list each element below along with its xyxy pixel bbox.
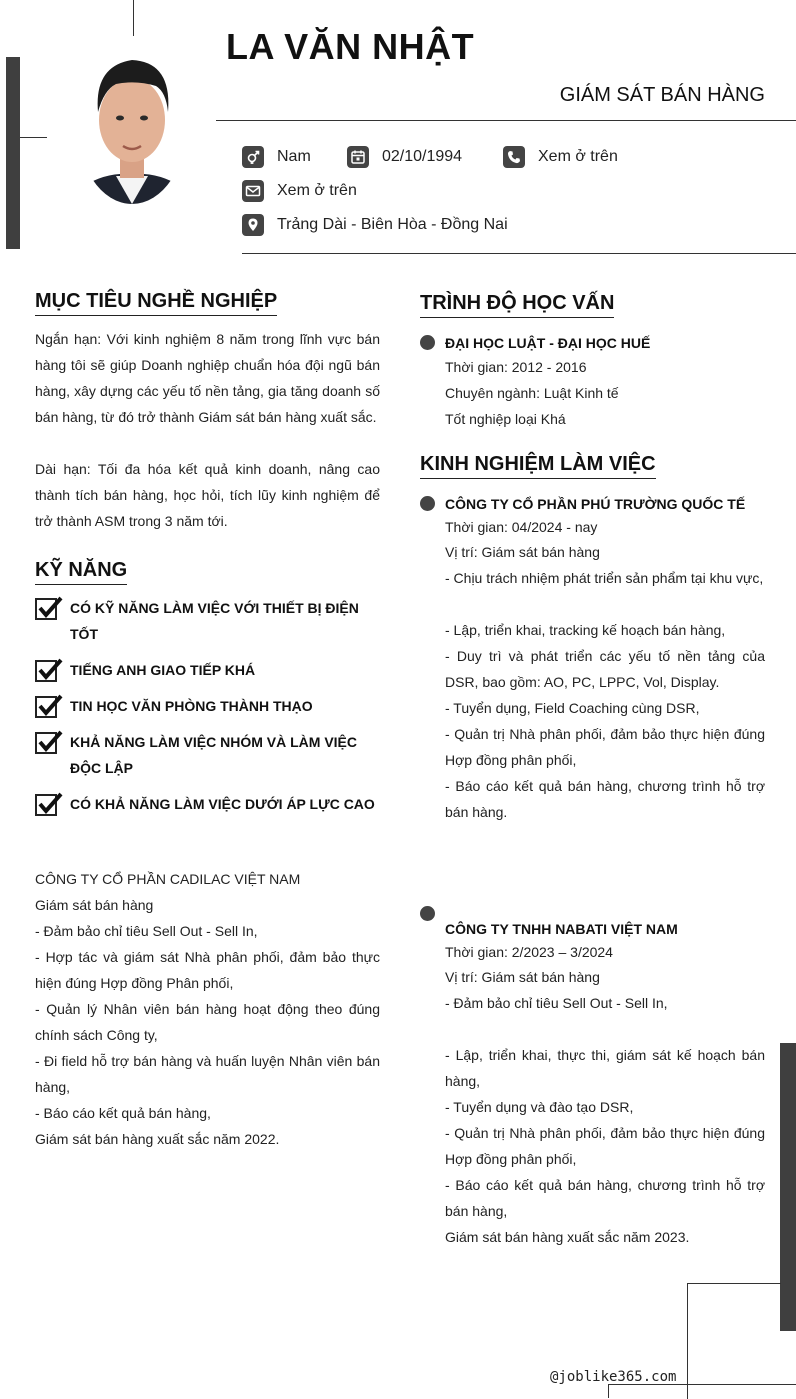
skill-label: TIẾNG ANH GIAO TIẾP KHÁ [70,662,256,678]
objective-long-term: Dài hạn: Tối đa hóa kết quả kinh doanh, nâng cao thành tích bán hàng, học hỏi, tích lũy kinh nghiệm để trở thành ASM trong 3 năm tới. [35,461,380,529]
job-position: Vị trí: Giám sát bán hàng [445,544,600,560]
objective-short-term: Ngắn hạn: Với kinh nghiệm 8 năm trong lĩnh vực bán hàng tôi sẽ giúp Doanh nghiệp chuẩn hóa đội ngũ bán hàng, xây dựng các yếu tố nền tảng, gia tăng doanh số bán hàng, từ đó trở thành Giám sát bán hàng xuất sắc. [35,331,380,425]
skill-item [35,657,380,683]
checkbox-check-icon [35,791,63,817]
phone-row [503,146,618,168]
study-time: Thời gian: 2012 - 2016 [445,359,587,375]
checkbox-check-icon [35,693,63,719]
email-value: Xem ở trên [277,182,357,199]
skill-item [35,595,380,647]
job-time: Thời gian: 04/2024 - nay [445,519,598,535]
duty-line: - Đảm bảo chỉ tiêu Sell Out - Sell In, [445,995,668,1011]
education-entry [445,332,765,432]
graduation-grade: Tốt nghiệp loại Khá [445,411,566,427]
skills-title: KỸ NĂNG [35,559,127,585]
duty-line: - Báo cáo kết quả bán hàng, [35,1105,211,1121]
top-vertical-line [133,0,134,36]
checkbox-check-icon [35,657,63,683]
bottom-right-frame [687,1283,781,1399]
job-position: Vị trí: Giám sát bán hàng [445,969,600,985]
skill-item [35,729,380,781]
header-divider-top [216,120,796,121]
duty-line: - Đảm bảo chỉ tiêu Sell Out - Sell In, [35,923,258,939]
avatar [76,36,188,204]
duty-line: - Tuyển dụng và đào tạo DSR, [445,1099,634,1115]
experience-title: KINH NGHIỆM LÀM VIỆC [420,453,656,479]
birthday-row [347,146,462,168]
duty-line: - Quản trị Nhà phân phối, đảm bảo thực hiện đúng Hợp đồng phân phối, [445,1125,765,1167]
company-name: CÔNG TY TNHH NABATI VIỆT NAM [445,921,678,937]
site-watermark: @joblike365.com [550,1369,677,1385]
job-title: GIÁM SÁT BÁN HÀNG [559,84,765,106]
bullet-dot [420,335,435,350]
header-divider-bottom [242,253,796,254]
email-icon [242,180,264,202]
duty-line: - Đi field hỗ trợ bán hàng và huấn luyện Nhân viên bán hàng, [35,1053,380,1095]
address-value: Trảng Dài - Biên Hòa - Đồng Nai [277,216,508,233]
duty-line: - Hợp tác và giám sát Nhà phân phối, đảm bảo thực hiện đúng Hợp đồng Phân phối, [35,949,380,991]
duty-line: - Báo cáo kết quả bán hàng, chương trình hỗ trợ bán hàng, [445,1177,765,1219]
award-line: Giám sát bán hàng xuất sắc năm 2022. [35,1131,280,1147]
skills-section [35,559,380,817]
left-horizontal-line [20,137,47,138]
skill-item [35,693,380,719]
job-entry-1 [445,493,765,825]
bottom-frame-vertical [608,1384,609,1398]
duty-line: - Quản trị Nhà phân phối, đảm bảo thực hiện đúng Hợp đồng phân phối, [445,726,765,768]
skill-item [35,791,380,817]
duty-line: - Tuyển dụng, Field Coaching cùng DSR, [445,700,700,716]
right-accent-bar [780,1043,796,1331]
duty-line: - Chịu trách nhiệm phát triển sản phẩm tại khu vực, [445,570,764,586]
duty-line: - Báo cáo kết quả bán hàng, chương trình hỗ trợ bán hàng. [445,778,765,820]
skill-label: CÓ KỸ NĂNG LÀM VIỆC VỚI THIẾT BỊ ĐIỆN TỐT [70,600,359,642]
experience-section [420,453,765,479]
company-name: CÔNG TY CỔ PHẦN PHÚ TRƯỜNG QUỐC TẾ [445,496,746,512]
school-name: ĐẠI HỌC LUẬT - ĐẠI HỌC HUẾ [445,335,651,351]
location-icon [242,214,264,236]
position: Giám sát bán hàng [35,897,154,913]
checkbox-check-icon [35,729,63,755]
education-section [420,292,765,318]
job-time: Thời gian: 2/2023 – 3/2024 [445,944,613,960]
left-experience-entry [35,866,380,1152]
major: Chuyên ngành: Luật Kinh tế [445,385,619,401]
bullet-dot [420,496,435,511]
phone-icon [503,146,525,168]
duty-line: - Duy trì và phát triển các yếu tố nền tảng của DSR, bao gồm: AO, PC, LPPC, Vol, Display. [445,648,765,690]
duty-line: - Quản lý Nhân viên bán hàng hoạt động theo đúng chính sách Công ty, [35,1001,380,1043]
left-accent-bar [6,57,20,249]
email-row [242,180,357,202]
job-entry-2 [445,918,765,1250]
gender-row [242,146,311,168]
company-name: CÔNG TY CỔ PHẦN CADILAC VIỆT NAM [35,871,301,887]
objective-section [35,290,380,534]
skill-label: KHẢ NĂNG LÀM VIỆC NHÓM VÀ LÀM VIỆC ĐỘC LẬP [70,734,357,776]
duty-line: - Lập, triển khai, tracking kế hoạch bán hàng, [445,622,726,638]
gender-value: Nam [277,148,311,165]
skill-label: TIN HỌC VĂN PHÒNG THÀNH THẠO [70,698,313,714]
skill-label: CÓ KHẢ NĂNG LÀM VIỆC DƯỚI ÁP LỰC CAO [70,796,375,812]
address-row [242,214,508,236]
award-line: Giám sát bán hàng xuất sắc năm 2023. [445,1229,690,1245]
birthday-value: 02/10/1994 [382,148,463,165]
bullet-dot [420,906,435,921]
candidate-name: LA VĂN NHẬT [226,26,475,67]
objective-title: MỤC TIÊU NGHỀ NGHIỆP [35,290,277,316]
education-title: TRÌNH ĐỘ HỌC VẤN [420,292,614,318]
checkbox-check-icon [35,595,63,621]
duty-line: - Lập, triển khai, thực thi, giám sát kế hoạch bán hàng, [445,1047,765,1089]
calendar-icon [347,146,369,168]
phone-value: Xem ở trên [538,148,618,165]
gender-icon [242,146,264,168]
